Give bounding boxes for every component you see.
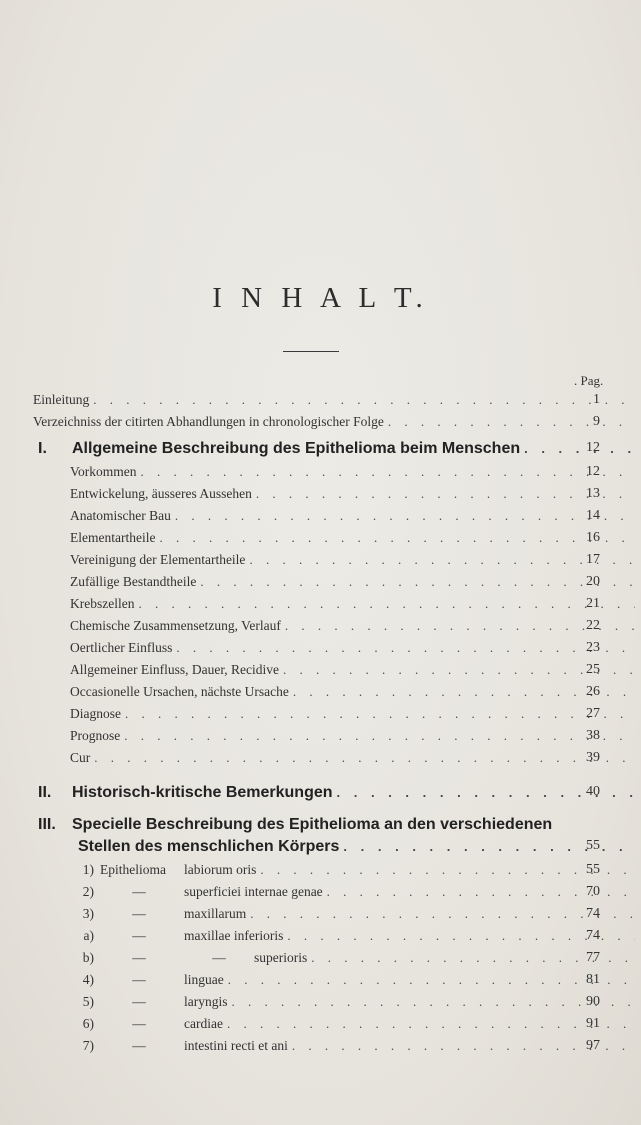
toc-entry [0,906,641,926]
toc-entry-text: Verzeichniss der citirten Abhandlungen in chronologischer Folge [33,414,384,429]
section-number: II. [38,784,52,801]
toc-section-3 [0,816,641,836]
entry-marker: 2) [82,884,94,899]
ditto-dash: — [132,1038,146,1053]
ditto-dash: — [132,884,146,899]
toc-page-number: 74 [586,928,600,943]
toc-entry [0,862,641,882]
entry-marker: 3) [82,906,94,921]
page-column-label: . Pag. [574,373,604,388]
toc-section-2 [0,784,641,804]
toc-entry-text: maxillae inferioris [184,928,284,943]
toc-entry [0,530,641,550]
toc-entry-text: labiorum oris [184,862,257,877]
toc-entry [0,574,641,594]
leader-dots [124,728,635,744]
toc-page-number: 23 [586,640,600,655]
toc-entry [0,972,641,992]
entry-marker: 1) [82,862,94,877]
toc-page-number: 20 [586,574,600,589]
toc-entry [0,994,641,1014]
toc-page-number: 40 [586,784,600,799]
leader-dots [524,441,635,456]
toc-entry-text: superficiei internae genae [184,884,323,899]
toc-page-number: 27 [586,706,600,721]
ditto-dash: — [132,928,146,943]
page-title: I N H A L T. [212,282,429,314]
leader-dots [256,486,635,502]
toc-page-number: 14 [586,508,600,523]
toc-page-number: 9 [593,414,600,429]
toc-page-number: 55 [586,838,600,853]
toc-page-number: 12 [586,464,600,479]
entry-marker: 6) [82,1016,94,1031]
toc-page-number: 17 [586,552,600,567]
leader-dots [125,706,635,722]
toc-page-number: 38 [586,728,600,743]
leader-dots [283,662,635,678]
toc-entry [0,464,641,484]
toc-entry-text: laryngis [184,994,228,1009]
toc-entry-text: Anatomischer Bau [70,508,171,523]
toc-entry [0,618,641,638]
toc-entry [0,662,641,682]
toc-entry [0,706,641,726]
toc-entry [0,596,641,616]
toc-entry-text: cardiae [184,1016,223,1031]
leader-dots [293,684,635,700]
leader-dots [176,640,635,656]
leader-dots [175,508,635,524]
ditto-dash: — [132,1016,146,1031]
toc-entry-text: Cur [70,750,91,765]
toc-entry-text: Diagnose [70,706,121,721]
toc-page-number: 12 [586,440,600,455]
toc-page-number: 26 [586,684,600,699]
toc-entry [0,508,641,528]
leader-dots [250,906,635,922]
toc-entry [0,1038,641,1058]
leader-dots [292,1038,635,1054]
toc-entry-text: Entwickelung, äusseres Aussehen [70,486,252,501]
toc-page-number: 22 [586,618,600,633]
leader-dots [141,464,636,480]
toc-entry [0,950,641,970]
leader-dots [260,862,635,878]
entry-marker: b) [82,950,94,965]
leader-dots [227,1016,635,1032]
toc-entry-text: Vorkommen [70,464,137,479]
toc-page-number: 81 [586,972,600,987]
toc-entry [0,884,641,904]
toc-entry-text: Zufällige Bestandtheile [70,574,197,589]
toc-entry-text: intestini recti et ani [184,1038,288,1053]
leader-dots [228,972,635,988]
leader-dots [94,750,635,766]
toc-page-number: 55 [586,862,600,877]
toc-entry [0,486,641,506]
toc-page-number: 1 [593,392,600,407]
toc-page-number: 70 [586,884,600,899]
ditto-dash: — [212,950,226,965]
toc-page-number: 16 [586,530,600,545]
entry-marker: 4) [82,972,94,987]
toc-entry [0,684,641,704]
toc-page-number: 21 [586,596,600,611]
toc-section-3-continued [0,838,641,858]
leader-dots [138,596,635,612]
section-number: I. [38,440,47,457]
toc-page-number: 77 [586,950,600,965]
toc-page-number: 97 [586,1038,600,1053]
entry-marker: 7) [82,1038,94,1053]
toc-entry [0,552,641,572]
leader-dots [285,618,635,634]
toc-entry-text: superioris [254,950,308,965]
toc-page-number: 74 [586,906,600,921]
toc-entry-text: Occasionelle Ursachen, nächste Ursache [70,684,289,699]
leader-dots [249,552,635,568]
toc-page-number: 90 [586,994,600,1009]
leader-dots [287,928,635,944]
toc-entry-text: linguae [184,972,224,987]
section-title-continued: Stellen des menschlichen Körpers [78,838,340,855]
section-number: III. [38,816,56,833]
leader-dots [200,574,635,590]
toc-entry-text: Vereinigung der Elementartheile [70,552,246,567]
toc-page-number: 39 [586,750,600,765]
toc-entry-text: Allgemeiner Einfluss, Dauer, Recidive [70,662,280,677]
toc-entry [0,640,641,660]
title-rule [283,351,339,352]
section-title: Allgemeine Beschreibung des Epithelioma beim Menschen [72,440,521,457]
ditto-dash: — [132,950,146,965]
toc-entry-text: Elementartheile [70,530,156,545]
entry-lead-word: Epithelioma [100,862,166,877]
toc-entry-text: Prognose [70,728,121,743]
toc-entry-text: Chemische Zusammensetzung, Verlauf [70,618,281,633]
leader-dots [93,392,635,408]
toc-entry [0,414,641,434]
leader-dots [159,530,635,546]
toc-entry [0,1016,641,1036]
toc-entry [0,728,641,748]
toc-entry [0,928,641,948]
toc-entry [0,750,641,770]
ditto-dash: — [132,906,146,921]
section-title: Specielle Beschreibung des Epithelioma an den verschiedenen [72,816,553,833]
toc-entry-text: maxillarum [184,906,247,921]
ditto-dash: — [132,972,146,987]
toc-page-number: 25 [586,662,600,677]
toc-entry [0,392,641,412]
toc-page-number: 13 [586,486,600,501]
toc-section-1 [0,440,641,460]
toc-entry-text: Oertlicher Einfluss [70,640,173,655]
entry-marker: 5) [82,994,94,1009]
leader-dots [232,994,636,1010]
section-title: Historisch-kritische Bemerkungen [72,784,333,801]
ditto-dash: — [132,994,146,1009]
toc-page-number: 91 [586,1016,600,1031]
toc-entry-text: Einleitung [33,392,90,407]
entry-marker: a) [83,928,94,943]
toc-entry-text: Krebszellen [70,596,135,611]
